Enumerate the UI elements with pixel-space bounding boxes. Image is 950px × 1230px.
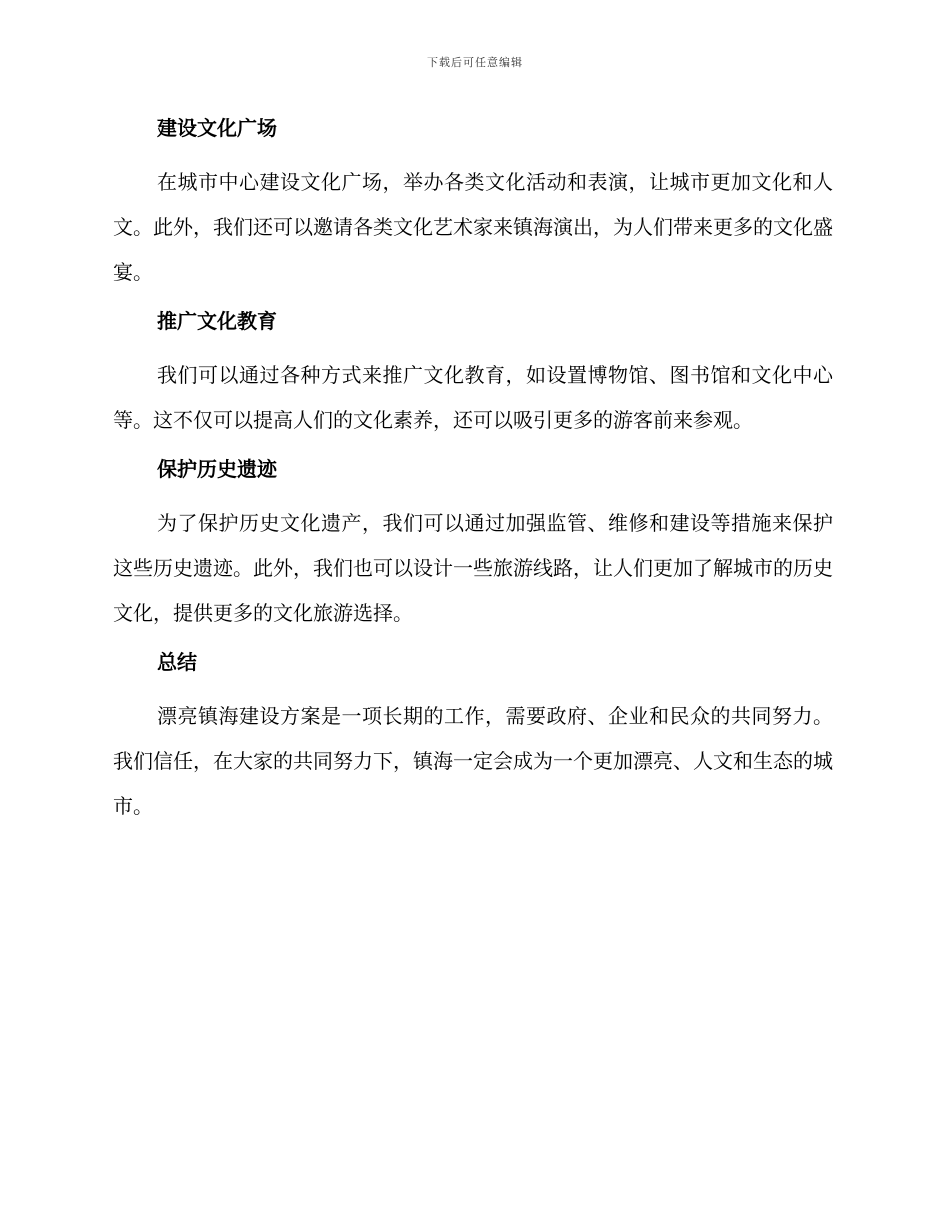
section-heading: 建设文化广场 xyxy=(157,116,277,140)
section-paragraph: 在城市中心建设文化广场，举办各类文化活动和表演，让城市更加文化和人文。此外，我们还可以邀请各类文化艺术家来镇海演出，为人们带来更多的文化盛宴。 xyxy=(113,170,833,284)
section-cultural-education xyxy=(113,303,833,443)
section-cultural-plaza xyxy=(113,110,833,295)
section-paragraph: 漂亮镇海建设方案是一项长期的工作，需要政府、企业和民众的共同努力。我们信任，在大家的共同努力下，镇海一定会成为一个更加漂亮、人文和生态的城市。 xyxy=(113,704,833,818)
section-heading: 保护历史遗迹 xyxy=(157,457,277,481)
section-heading: 总结 xyxy=(157,650,197,674)
section-heading: 推广文化教育 xyxy=(157,309,277,333)
document-content xyxy=(113,110,833,837)
section-paragraph: 为了保护历史文化遗产，我们可以通过加强监管、维修和建设等措施来保护这些历史遗迹。此外，我们也可以设计一些旅游线路，让人们更加了解城市的历史文化，提供更多的文化旅游选择。 xyxy=(113,511,833,625)
section-historic-sites xyxy=(113,451,833,636)
section-paragraph: 我们可以通过各种方式来推广文化教育，如设置博物馆、图书馆和文化中心等。这不仅可以提高人们的文化素养，还可以吸引更多的游客前来参观。 xyxy=(113,363,833,432)
page-header-note: 下载后可任意编辑 xyxy=(427,56,523,69)
section-summary xyxy=(113,644,833,829)
